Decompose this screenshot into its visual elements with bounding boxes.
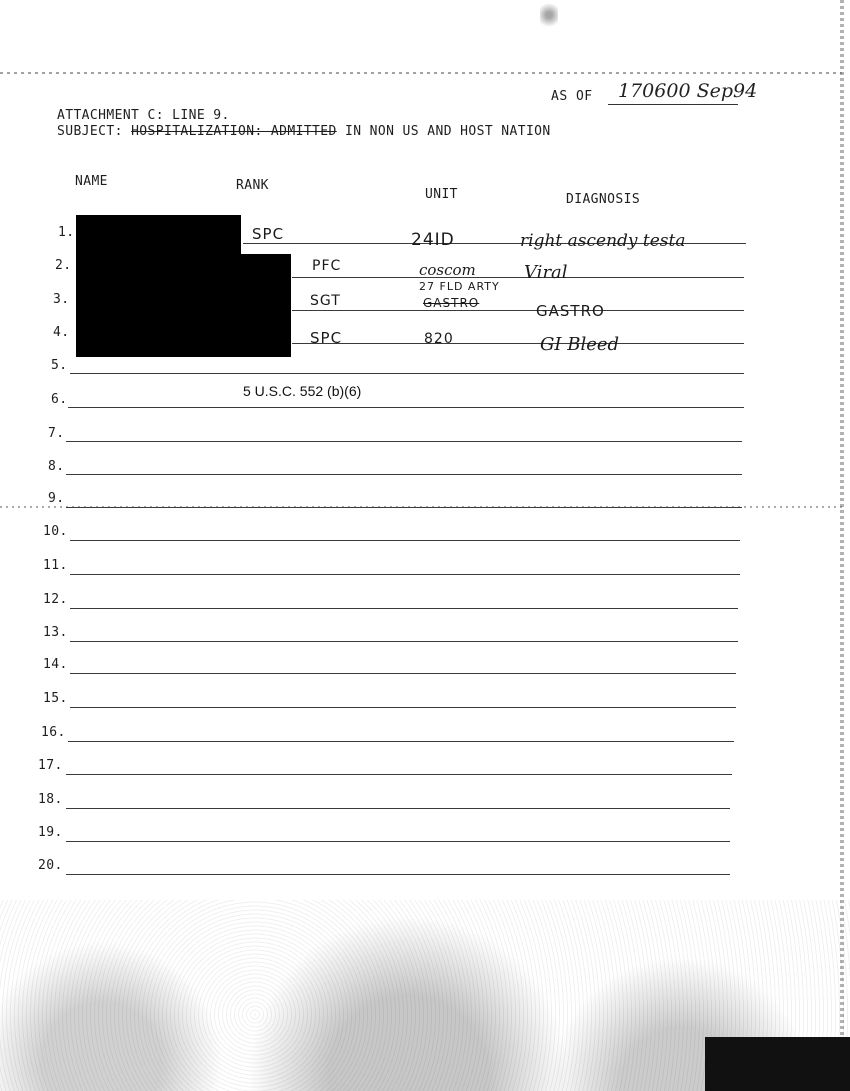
row-rule xyxy=(70,608,738,609)
row-rule xyxy=(70,574,740,575)
row-rule xyxy=(68,407,744,408)
row-number: 5. xyxy=(51,358,68,373)
as-of-label: AS OF xyxy=(551,89,593,104)
row-rule xyxy=(70,673,736,674)
as-of-underline xyxy=(608,104,738,105)
rank-entry: SPC xyxy=(310,329,343,347)
row-number: 6. xyxy=(51,392,68,407)
row-number: 4. xyxy=(53,325,70,340)
row-rule xyxy=(66,841,730,842)
diagnosis-entry: GASTRO xyxy=(536,302,605,320)
row-number: 15. xyxy=(43,691,68,706)
scan-smudge xyxy=(540,0,558,30)
row-rule xyxy=(70,540,740,541)
row-rule xyxy=(292,310,744,311)
row-rule xyxy=(66,774,732,775)
row-rule xyxy=(70,373,744,374)
row-rule xyxy=(66,441,742,442)
row-number: 8. xyxy=(48,459,65,474)
diagnosis-entry: right ascendy testa xyxy=(520,231,686,251)
diagnosis-entry: GI Bleed xyxy=(540,334,620,355)
row-number: 18. xyxy=(38,792,63,807)
row-rule xyxy=(68,741,734,742)
column-header-unit: UNIT xyxy=(425,187,458,202)
row-rule xyxy=(292,343,744,344)
column-header-name: NAME xyxy=(75,174,108,189)
unit-entry: 24ID xyxy=(411,230,455,250)
rank-entry: PFC xyxy=(312,258,342,274)
subject-line xyxy=(57,124,551,139)
row-rule xyxy=(66,507,742,508)
row-rule xyxy=(292,277,744,278)
column-header-rank: RANK xyxy=(236,178,269,193)
row-number: 3. xyxy=(53,292,70,307)
row-number: 19. xyxy=(38,825,63,840)
subject-text: IN NON US AND HOST NATION xyxy=(344,124,551,139)
subject-label: SUBJECT: xyxy=(57,124,123,139)
column-header-diagnosis: DIAGNOSIS xyxy=(566,192,641,207)
row-number: 1. xyxy=(58,225,75,240)
row-number: 10. xyxy=(43,524,68,539)
redaction-citation: 5 U.S.C. 552 (b)(6) xyxy=(243,383,362,399)
row-rule xyxy=(66,874,730,875)
redaction-box xyxy=(76,215,241,259)
row-number: 11. xyxy=(43,558,68,573)
row-number: 13. xyxy=(43,625,68,640)
row-rule xyxy=(70,641,738,642)
row-number: 9. xyxy=(48,491,65,506)
row-number: 7. xyxy=(48,426,65,441)
rank-entry: SPC xyxy=(252,225,285,243)
scan-fold-line-top xyxy=(0,72,842,74)
scan-dark-corner xyxy=(705,1037,850,1091)
row-rule xyxy=(66,474,742,475)
as-of-handwritten-value: 170600 Sep94 xyxy=(618,80,758,102)
attachment-line: ATTACHMENT C: LINE 9. xyxy=(57,108,230,123)
row-number: 20. xyxy=(38,858,63,873)
rank-entry: SGT xyxy=(310,293,341,309)
diagnosis-entry: Viral xyxy=(524,262,568,283)
unit-entry-correction: 27 FLD ARTY xyxy=(419,280,500,293)
unit-entry: coscom xyxy=(419,261,476,279)
row-number: 16. xyxy=(41,725,66,740)
row-number: 14. xyxy=(43,657,68,672)
row-number: 2. xyxy=(55,258,72,273)
row-number: 17. xyxy=(38,758,63,773)
row-rule xyxy=(66,808,730,809)
unit-entry-struck: GASTRO xyxy=(423,296,480,310)
row-rule xyxy=(70,707,736,708)
subject-struck-text: HOSPITALIZATION: ADMITTED xyxy=(131,124,337,139)
redaction-box xyxy=(76,254,291,357)
row-number: 12. xyxy=(43,592,68,607)
unit-entry: 820 xyxy=(424,331,454,347)
